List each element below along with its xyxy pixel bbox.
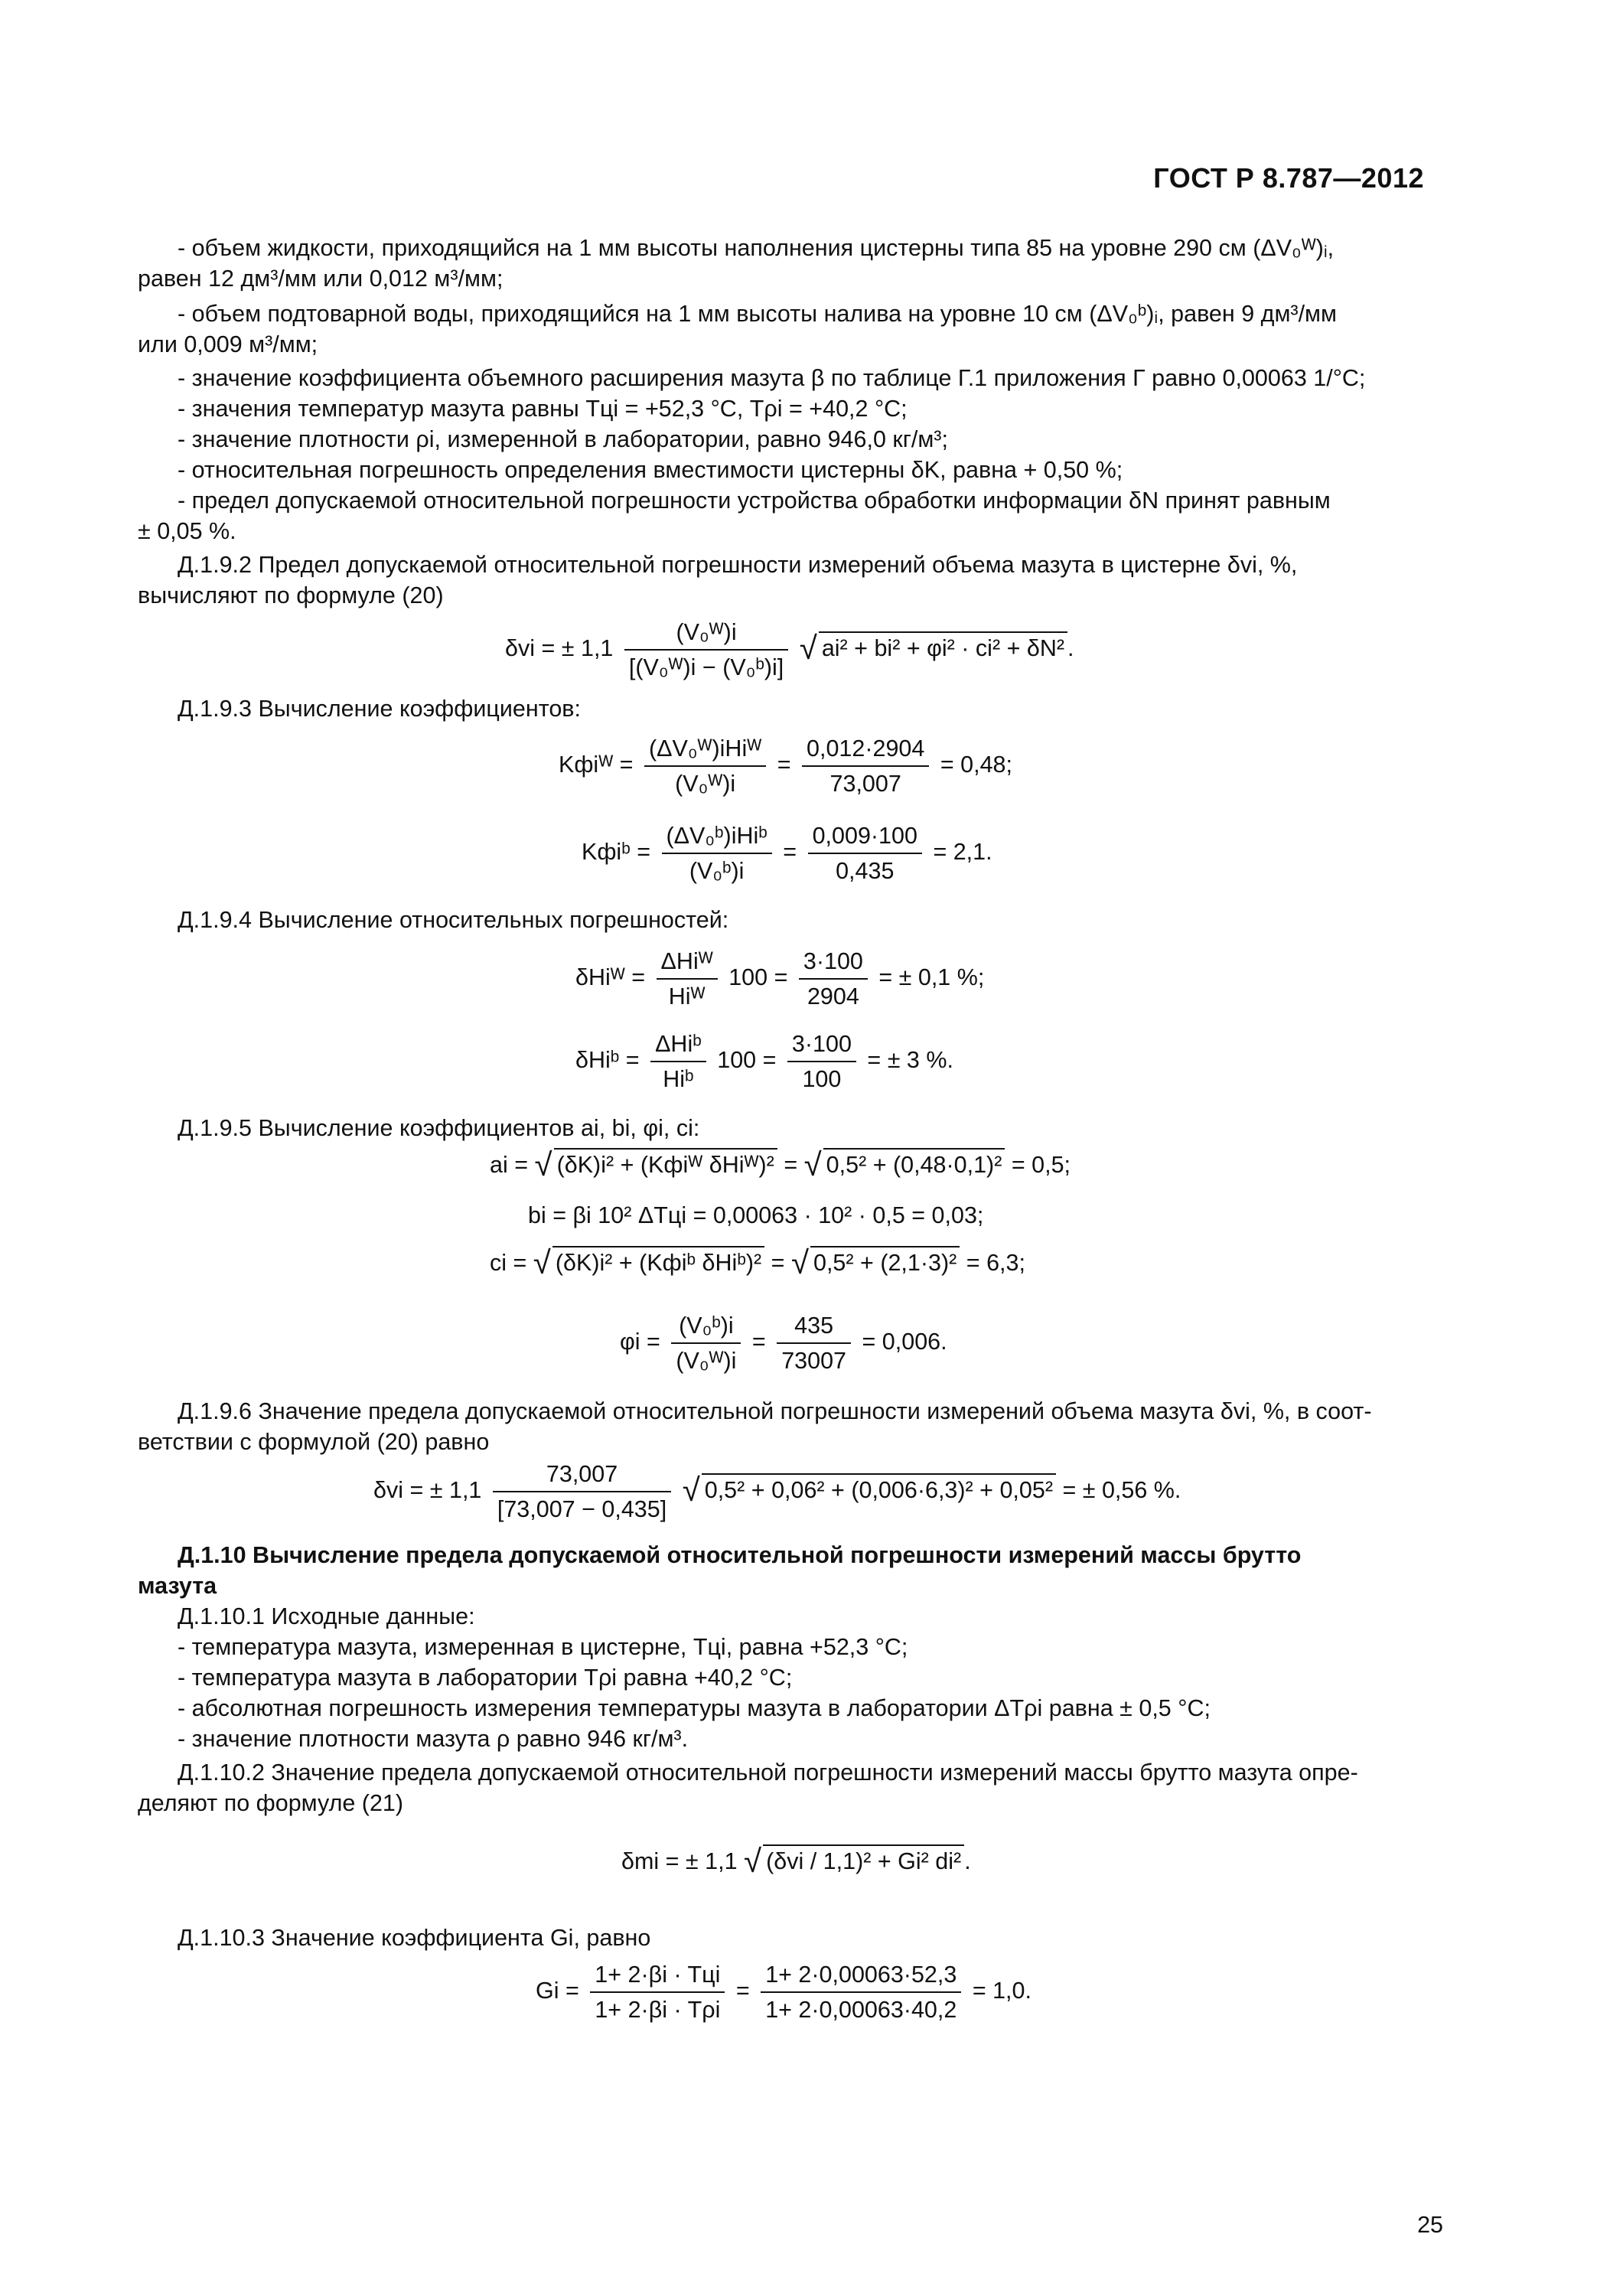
formula-numerator: 0,012·2904 (802, 733, 929, 767)
formula-20 (505, 617, 1074, 683)
formula-fraction (624, 617, 788, 683)
formula-denominator: 2904 (807, 983, 859, 1009)
formula-fraction (657, 946, 718, 1012)
paragraph: - значение плотности ρi, измеренной в лаборатории, равно 946,0 кг/м³; (178, 426, 948, 452)
section-heading: Д.1.10 Вычисление предела допускаемой относительной погрешности измерений массы брутто (178, 1542, 1302, 1568)
formula-radicand: 0,5² + (0,48·0,1)² (823, 1148, 1005, 1180)
formula-lhs: δvi = ± 1,1 (373, 1477, 482, 1504)
formula-fraction (662, 820, 772, 886)
formula-lhs: ci = (490, 1250, 527, 1276)
formula-lhs: φi = (620, 1329, 660, 1355)
formula-numerator: 1+ 2·βi · Tцi (590, 1959, 725, 1993)
formula-a: ai = √ (δK)i² + (Kфiᵂ δHiᵂ)² = √ 0,5² + (0,48·0,1)² = 0,5; (490, 1146, 1071, 1182)
formula-21 (621, 1844, 971, 1877)
formula-denominator: [73,007 − 0,435] (497, 1496, 667, 1522)
formula-denominator: (V₀ᵇ)i (689, 858, 745, 884)
formula-k-oil: Kфiᵂ = $\frac{\text{(ΔV₀ᵂ)iHiᵂ}}{\text{(V₀ᵂ)i}}$ = $\frac{0,012\cdot 2904}{73,007}$ = 0,48; (559, 733, 1012, 799)
section-heading: мазута (138, 1573, 217, 1599)
page-number: 25 (1417, 2212, 1443, 2238)
formula-numerator: 3·100 (799, 946, 868, 980)
document-id-header: ГОСТ Р 8.787—2012 (1153, 162, 1424, 194)
formula-result: = ± 3 %. (867, 1047, 953, 1074)
formula-fraction (802, 733, 929, 799)
paragraph: Д.1.9.2 Предел допускаемой относительной погрешности измерений объема мазута в цистерне δvi, %, (178, 552, 1298, 578)
formula-denominator: (V₀ᵂ)i (675, 771, 736, 797)
formula-fraction (644, 733, 766, 799)
formula-numerator: 0,009·100 (808, 820, 922, 854)
formula-result: = 2,1. (933, 839, 992, 866)
formula-lhs: δmi = ± 1,1 (621, 1848, 738, 1874)
formula-middle: 100 = (717, 1047, 777, 1074)
formula-denominator: (V₀ᵂ)i (676, 1348, 737, 1374)
formula-result: = ± 0,1 %; (878, 964, 985, 991)
radical-sign: √ (799, 630, 817, 667)
formula-numerator: (V₀ᵇ)i (671, 1310, 741, 1344)
paragraph: вычисляют по формуле (20) (138, 582, 444, 608)
formula-result: = ± 0,56 %. (1062, 1477, 1181, 1504)
formula-radicand: 0,5² + (2,1·3)² (810, 1246, 960, 1278)
formula-numerator: 73,007 (493, 1459, 671, 1492)
formula-fraction (761, 1959, 961, 2025)
paragraph: - объем подтоварной воды, приходящийся на 1 мм высоты налива на уровне 10 см (ΔV₀ᵇ)ᵢ, равен 9 дм³/мм (178, 301, 1337, 327)
formula-numerator: 1+ 2·0,00063·52,3 (761, 1959, 961, 1993)
formula-dv-result (373, 1459, 1181, 1525)
formula-g: Gi = $\frac{\text{1+ 2·βi · Tцi}}{\text{1+ 2·βi · Tρi}}$ = $\frac{1+ 2\cdot 0,00063\cdot 52,3}{1+ 2\cdot 0,00063\cdot 40,2}$ = 1,0. (536, 1959, 1031, 2025)
paragraph: - температура мазута, измеренная в цистерне, Tцi, равна +52,3 °С; (178, 1634, 908, 1660)
radical-sign: √ (744, 1843, 762, 1879)
formula-fraction (808, 820, 922, 886)
formula-lhs: ai = (490, 1152, 529, 1178)
formula-c: ci = √ (δK)i² + (Kфiᵇ δHiᵇ)² = √ 0,5² + (2,1·3)² = 6,3; (490, 1244, 1025, 1280)
formula-denominator: 73,007 (829, 771, 901, 797)
formula-denominator: Hiᵇ (663, 1066, 694, 1092)
paragraph: ветствии с формулой (20) равно (138, 1429, 490, 1455)
radical-sign: √ (790, 1244, 809, 1280)
formula-fraction (590, 1959, 725, 2025)
formula-denominator: 1+ 2·βi · Tρi (595, 1997, 721, 2023)
formula-numerator: ΔHiᵇ (650, 1029, 706, 1062)
formula-numerator: (ΔV₀ᵂ)iHiᵂ (644, 733, 766, 767)
paragraph: Д.1.10.2 Значение предела допускаемой относительной погрешности измерений массы брутто мазута опре- (178, 1760, 1358, 1786)
paragraph: - предел допускаемой относительной погрешности устройства обработки информации δN принят равным (178, 488, 1331, 514)
formula-end: . (1067, 635, 1074, 662)
formula-lhs: Gi = (536, 1978, 579, 2004)
formula-fraction (777, 1310, 851, 1376)
paragraph: - температура мазута в лаборатории Tρi равна +40,2 °С; (178, 1665, 793, 1691)
radical-sign: √ (533, 1244, 551, 1280)
paragraph: - значения температур мазута равны Tцi = +52,3 °С, Tρi = +40,2 °С; (178, 396, 908, 422)
formula-fraction (787, 1029, 856, 1094)
formula-denominator: [(V₀ᵂ)i − (V₀ᵇ)i] (628, 654, 784, 680)
formula-numerator: 435 (777, 1310, 851, 1344)
paragraph: - значение коэффициента объемного расширения мазута β по таблице Г.1 приложения Г равно 0,00063 1/°С; (178, 365, 1366, 391)
formula-lhs: Kфiᵂ = (559, 752, 634, 778)
radical-sign: √ (803, 1146, 822, 1182)
formula-dh-oil (575, 946, 984, 1012)
paragraph: - абсолютная погрешность измерения температуры мазута в лаборатории ΔTρi равна ± 0,5 °С; (178, 1695, 1211, 1721)
radical-sign: √ (682, 1472, 700, 1508)
formula-numerator: 3·100 (787, 1029, 856, 1062)
formula-radicand: 0,5² + 0,06² + (0,006·6,3)² + 0,05² (702, 1473, 1056, 1505)
formula-lhs: δvi = ± 1,1 (505, 635, 614, 662)
paragraph: - значение плотности мазута ρ равно 946 кг/м³. (178, 1726, 689, 1752)
formula-result: = 1,0. (972, 1978, 1031, 2004)
formula-fraction (799, 946, 868, 1012)
formula-radicand: ai² + bi² + φi² · ci² + δN² (819, 631, 1067, 664)
paragraph: Д.1.10.3 Значение коэффициента Gi, равно (178, 1925, 651, 1951)
formula-dh-water (575, 1029, 953, 1094)
formula-result: = 0,48; (940, 752, 1012, 778)
paragraph: Д.1.9.4 Вычисление относительных погрешностей: (178, 907, 729, 933)
formula-radicand: (δK)i² + (Kфiᵇ δHiᵇ)² (552, 1246, 764, 1278)
formula-denominator: 73007 (781, 1348, 847, 1374)
formula-b: bi = βi 10² ΔTцi = 0,00063 · 10² · 0,5 = 0,03; (528, 1202, 984, 1228)
formula-radicand: (δK)i² + (Kфiᵂ δHiᵂ)² (554, 1148, 777, 1180)
formula-fraction (671, 1310, 741, 1376)
formula-phi: φi = $\frac{\text{(V₀ᵇ)i}}{\text{(V₀ᵂ)i}}$ = $\frac{435}{73007}$ = 0,006. (620, 1310, 947, 1376)
formula-denominator: 1+ 2·0,00063·40,2 (765, 1997, 957, 2023)
formula-numerator: (V₀ᵂ)i (624, 617, 788, 651)
formula-result: = 0,5; (1011, 1152, 1071, 1178)
formula-k-water: Kфiᵇ = $\frac{\text{(ΔV₀ᵇ)iHiᵇ}}{\text{(V₀ᵇ)i}}$ = $\frac{0,009\cdot 100}{0,435}$ = 2,1. (582, 820, 992, 886)
formula-lhs: Kфiᵇ = (582, 839, 651, 866)
formula-radicand: (δvi / 1,1)² + Gi² di² (763, 1844, 964, 1877)
formula-middle: 100 = (728, 964, 788, 991)
formula-numerator: ΔHiᵂ (657, 946, 718, 980)
paragraph: ± 0,05 %. (138, 518, 236, 544)
formula-result: = 0,006. (862, 1329, 947, 1355)
formula-denominator: 0,435 (836, 858, 895, 884)
formula-numerator: (ΔV₀ᵇ)iHiᵇ (662, 820, 772, 854)
paragraph: Д.1.9.3 Вычисление коэффициентов: (178, 696, 581, 722)
paragraph: Д.1.9.5 Вычисление коэффициентов ai, bi, φi, ci: (178, 1115, 700, 1141)
paragraph: или 0,009 м³/мм; (138, 331, 318, 357)
paragraph: - объем жидкости, приходящийся на 1 мм высоты наполнения цистерны типа 85 на уровне 290 см (ΔV₀ᵂ)ᵢ, (178, 235, 1335, 261)
paragraph: деляют по формуле (21) (138, 1790, 404, 1816)
formula-lhs: δHiᵇ = (575, 1047, 640, 1074)
formula-denominator: Hiᵂ (668, 983, 706, 1009)
radical-sign: √ (534, 1146, 552, 1182)
paragraph: - относительная погрешность определения вместимости цистерны δK, равна + 0,50 %; (178, 457, 1123, 483)
formula-fraction (650, 1029, 706, 1094)
paragraph: Д.1.9.6 Значение предела допускаемой относительной погрешности измерений объема мазута δvi, %, в соот- (178, 1398, 1372, 1424)
paragraph: равен 12 дм³/мм или 0,012 м³/мм; (138, 266, 504, 292)
formula-end: . (964, 1848, 971, 1874)
formula-fraction (493, 1459, 671, 1525)
formula-lhs: δHiᵂ = (575, 964, 646, 991)
paragraph: Д.1.10.1 Исходные данные: (178, 1603, 475, 1629)
formula-denominator: 100 (802, 1066, 842, 1092)
formula-result: = 6,3; (966, 1250, 1025, 1276)
